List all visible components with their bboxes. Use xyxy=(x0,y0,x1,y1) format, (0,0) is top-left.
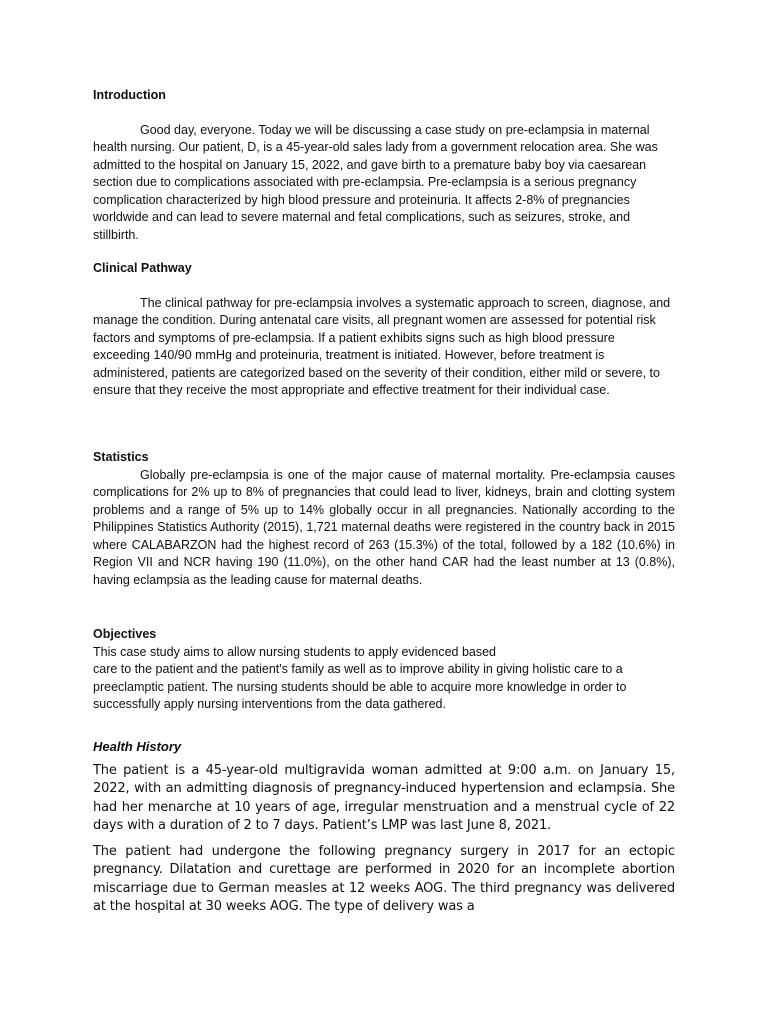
objectives-first-line: This case study aims to allow nursing students to apply evidenced based xyxy=(93,644,497,659)
health-history-section xyxy=(93,738,675,917)
objectives-heading: Objectives xyxy=(93,627,157,641)
clinical-pathway-section xyxy=(93,260,675,400)
statistics-section xyxy=(93,449,675,589)
clinical-pathway-paragraph: The clinical pathway for pre-eclampsia involves a systematic approach to screen, diagnose, and manage the condition. During antenatal care visits, all pregnant women are assessed for potential risk factors and symptoms of pre-eclampsia. If a patient exhibits signs such as high blood pressure exceeding 140/90 mmHg and proteinuria, treatment is initiated. However, before treatment is administered, patients are categorized based on the severity of their condition, either mild or severe, to ensure that they receive the most appropriate and effective treatment for their individual case. xyxy=(93,295,671,397)
statistics-heading: Statistics xyxy=(93,450,149,464)
health-history-paragraph-2: The patient had undergone the following pregnancy surgery in 2017 for an ectopic pregnancy. Dilatation and curettage are performed in 2020 for an incomplete abortion miscarriage due to German measles at 12 weeks AOG. The third pregnancy was delivered at the hospital at 30 weeks AOG. The type of delivery was a xyxy=(93,843,675,914)
introduction-paragraph: Good day, everyone. Today we will be discussing a case study on pre-eclampsia in maternal health nursing. Our patient, D, is a 45-year-old sales lady from a government relocation area. She was admitted to the hospital on January 15, 2022, and gave birth to a premature baby boy via caesarean section due to complications associated with pre-eclampsia. Pre-eclampsia is a serious pregnancy complication characterized by high blood pressure and proteinuria. It affects 2-8% of pregnancies worldwide and can lead to severe maternal and fetal complications, such as seizures, stroke, and stillbirth. xyxy=(93,122,658,242)
introduction-section xyxy=(93,87,675,244)
health-history-paragraph-1: The patient is a 45-year-old multigravida woman admitted at 9:00 a.m. on January 15, 2022, with an admitting diagnosis of pregnancy-induced hypertension and eclampsia. She had her menarche at 10 years of age, irregular menstruation and a menstrual cycle of 22 days with a duration of 2 to 7 days. Patient’s LMP was last June 8, 2021. xyxy=(93,762,675,833)
clinical-pathway-heading: Clinical Pathway xyxy=(93,261,192,275)
statistics-paragraph: Globally pre-eclampsia is one of the major cause of maternal mortality. Pre-eclampsia causes complications for 2% up to 8% of pregnancies that could lead to liver, kidneys, brain and clotting system problems and a range of 5% up to 14% globally occur in all pregnancies. Nationally according to the Philippines Statistics Authority (2015), 1,721 maternal deaths were registered in the country back in 2015 where CALABARZON had the highest record of 263 (15.3%) of the total, followed by a 182 (10.6%) in Region VII and NCR having 190 (11.0%), on the other hand CAR had the least number at 13 (0.8%), having eclampsia as the leading cause for maternal deaths. xyxy=(93,467,675,587)
objectives-section xyxy=(93,626,675,714)
health-history-heading: Health History xyxy=(93,739,182,754)
objectives-paragraph: care to the patient and the patient's family as well as to improve ability in giving holistic care to a preeclamptic patient. The nursing students should be able to acquire more knowledge in order to successfully apply nursing interventions from the data gathered. xyxy=(93,662,627,711)
introduction-heading: Introduction xyxy=(93,88,166,102)
